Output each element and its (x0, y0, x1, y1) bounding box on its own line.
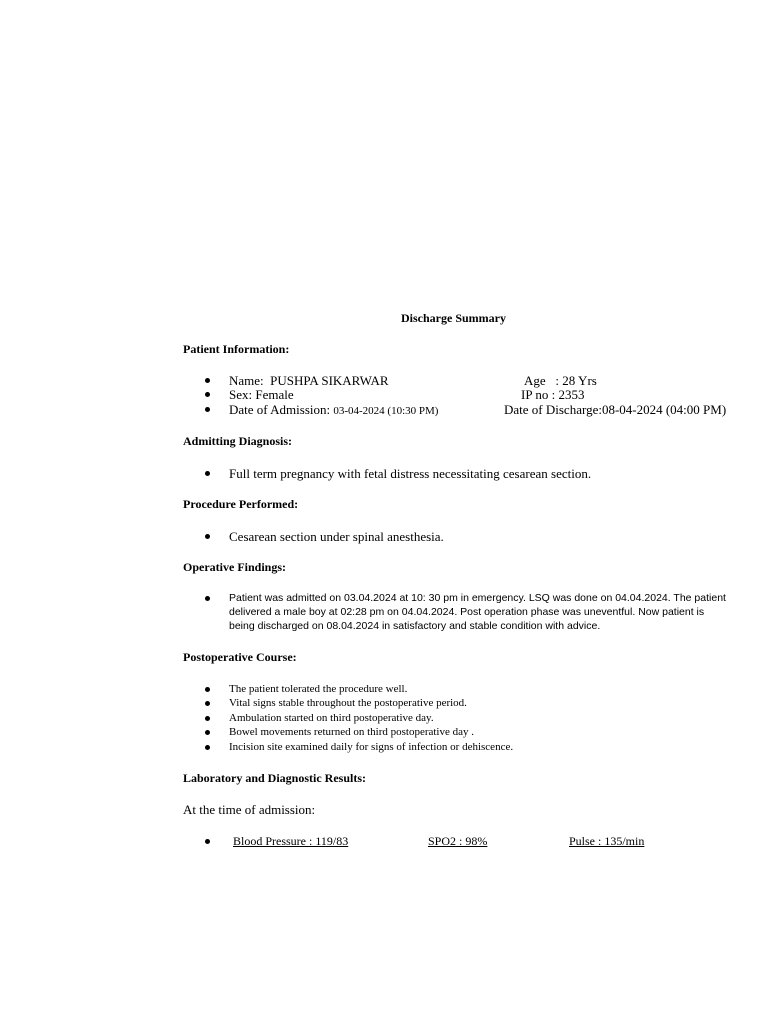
course-item: Vital signs stable throughout the postoperative period. (229, 697, 467, 709)
bullet-icon (205, 471, 210, 476)
name-value: PUSHPA SIKARWAR (270, 373, 389, 388)
findings-line: being discharged on 08.04.2024 in satisfactory and stable condition with advice. (229, 620, 601, 632)
admission-date (229, 403, 438, 417)
patient-age (524, 374, 597, 387)
course-item: Bowel movements returned on third postoperative day . (229, 726, 474, 738)
patient-name (229, 374, 389, 387)
age-label: Age (524, 373, 546, 388)
course-item: The patient tolerated the procedure well. (229, 683, 408, 695)
patient-sex: Sex: Female (229, 387, 294, 402)
discharge-date: Date of Discharge:08-04-2024 (04:00 PM) (504, 402, 727, 417)
findings-line: Patient was admitted on 03.04.2024 at 10: 30 pm in emergency. LSQ was done on 04.04.2024. The patient (229, 592, 726, 604)
bullet-icon (205, 701, 210, 706)
patient-ip: IP no : 2353 (521, 387, 585, 402)
patient-info-heading: Patient Information: (183, 342, 290, 356)
bullet-icon (205, 687, 210, 692)
bullet-icon (205, 407, 210, 412)
name-label: Name: (229, 373, 264, 388)
postoperative-heading: Postoperative Course: (183, 650, 297, 664)
lab-intro: At the time of admission: (183, 802, 316, 817)
admission-value: 03-04-2024 (10:30 PM) (333, 405, 439, 417)
admission-label: Date of Admission: (229, 402, 331, 417)
age-value: : 28 Yrs (555, 373, 597, 388)
blood-pressure: Blood Pressure : 119/83 (233, 834, 349, 848)
bullet-icon (205, 534, 210, 539)
procedure-item: Cesarean section under spinal anesthesia. (229, 529, 444, 544)
bullet-icon (205, 392, 210, 397)
bullet-icon (205, 745, 210, 750)
bullet-icon (205, 716, 210, 721)
document-title: Discharge Summary (401, 311, 506, 325)
bullet-icon (205, 839, 210, 844)
spo2: SPO2 : 98% (428, 834, 488, 848)
diagnosis-item: Full term pregnancy with fetal distress necessitating cesarean section. (229, 466, 592, 481)
pulse: Pulse : 135/min (569, 834, 645, 848)
course-item: Ambulation started on third postoperative day. (229, 712, 434, 724)
course-item: Incision site examined daily for signs of infection or dehiscence. (229, 741, 514, 753)
operative-findings-heading: Operative Findings: (183, 560, 287, 574)
bullet-icon (205, 730, 210, 735)
lab-results-heading: Laboratory and Diagnostic Results: (183, 771, 367, 785)
findings-line: delivered a male boy at 02:28 pm on 04.04.2024. Post operation phase was uneventful. Now patient is (229, 606, 705, 618)
bullet-icon (205, 378, 210, 383)
bullet-icon (205, 596, 210, 601)
admitting-diagnosis-heading: Admitting Diagnosis: (183, 434, 293, 448)
procedure-heading: Procedure Performed: (183, 497, 299, 511)
